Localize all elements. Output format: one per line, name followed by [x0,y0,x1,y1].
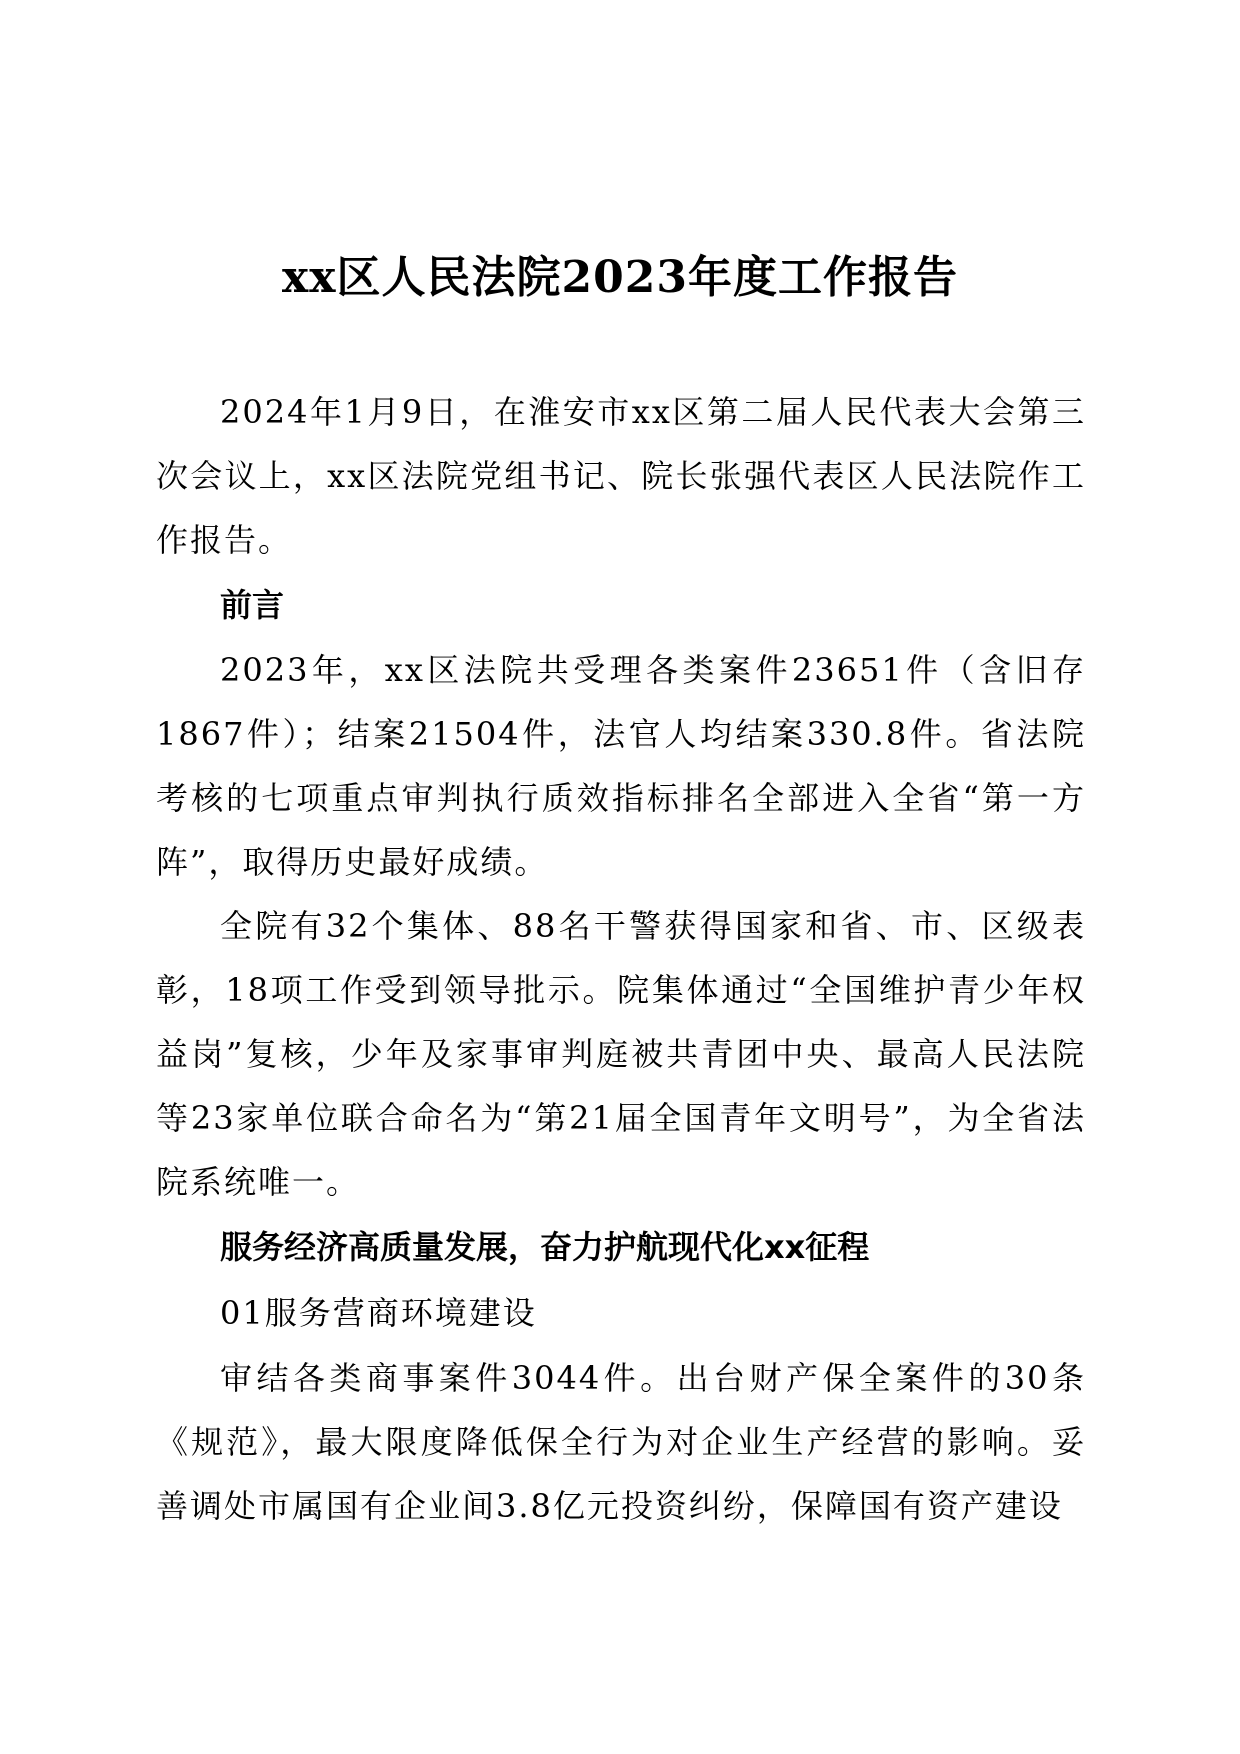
preface-paragraph-2: 全院有32个集体、88名干警获得国家和省、市、区级表彰，18项工作受到领导批示。院集体通过“全国维护青少年权益岗”复核，少年及家事审判庭被共青团中央、最高人民法院等23家单位联合命名为“第21届全国青年文明号”，为全省法院系统唯一。 [156,907,1086,1201]
section-heading: 服务经济高质量发展，奋力护航现代化xx征程 [220,1228,870,1266]
section-body-paragraph: 审结各类商事案件3044件。出台财产保全案件的30条《规范》，最大限度降低保全行为对企业生产经营的影响。妥善调处市属国有企业间3.8亿元投资纠纷，保障国有资产建设 [156,1359,1086,1525]
subsection-heading: 01服务营商环境建设 [220,1294,537,1332]
document-body [156,380,1086,1538]
preface-heading: 前言 [220,586,285,624]
document-title: xx区人民法院2023年度工作报告 [282,252,958,303]
intro-paragraph: 2024年1月9日，在淮安市xx区第二届人民代表大会第三次会议上，xx区法院党组书记、院长张强代表区人民法院作工作报告。 [156,393,1086,559]
preface-paragraph-1: 2023年，xx区法院共受理各类案件23651件（含旧存1867件）；结案21504件，法官人均结案330.8件。省法院考核的七项重点审判执行质效指标排名全部进入全省“第一方阵”，取得历史最好成绩。 [156,651,1086,881]
